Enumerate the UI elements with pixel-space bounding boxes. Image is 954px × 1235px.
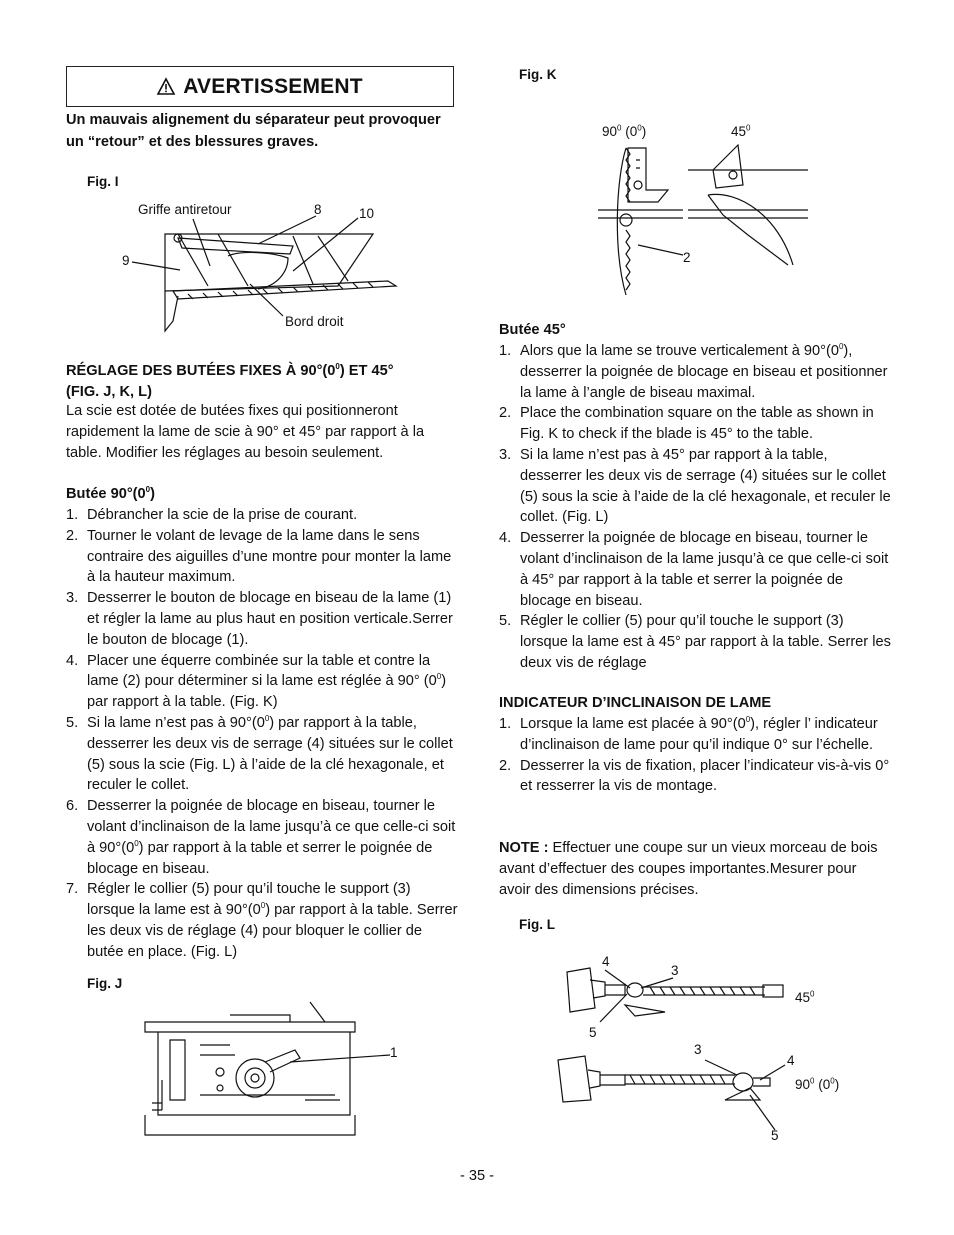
step-text: Régler le collier (5) pour qu’il touche le support (3) lorsque la lame est à 45° par rapport à la table. Serrer les deux vis de réglage [520,613,891,671]
step-number: 5. [66,714,79,731]
step-sup: 0 [260,901,266,911]
step-text: Alors que la lame se trouve verticalement à 90°(0 [520,343,839,359]
heading-line2: (FIG. J, K, L) [66,383,152,400]
step-sup: 0 [838,342,844,352]
fig-k-drawing [598,140,808,300]
step-text: Desserrer la poignée de blocage en biseau, tourner le volant d’inclinaison de la lame jusqu’à ce que celle-ci soit à 45° par rapport à la table et serrer la poignée de blocage en biseau. [520,530,889,609]
step-number: 1. [66,507,79,523]
fig-i-callout-8: 8 [314,202,322,217]
list-item [499,445,891,528]
step-text: Si la lame n’est pas à 90°(0 [87,714,265,731]
fig-j-label: Fig. J [87,976,123,991]
k90-paren: (0 [621,124,638,139]
butee90-heading-end: ) [150,486,155,502]
step-sup: 0 [745,715,751,725]
l90-sup: 0 [810,1076,815,1086]
step-text: Desserrer le bouton de blocage en biseau de la lame (1) et régler la lame au plus haut en position verticale.Serrer le bouton de blocage (1). [87,590,453,648]
warning-title: AVERTISSEMENT [183,74,363,98]
butee90-heading-sup: 0 [145,485,151,495]
butee45-heading: Butée 45° [499,322,566,338]
step-text: ) par rapport à la table, desserrer les deux vis de serrage (4) situées sur le collet (5) sous la scie (Fig. L) à l’aide de la clé hexagonale, et reculer le collet. [87,714,453,794]
page-number: - 35 - [459,1168,495,1184]
warning-body: Un mauvais alignement du séparateur peut provoquer un “retour” et des blessures graves. [66,112,441,150]
fig-l-label: Fig. L [519,917,555,932]
list-item [66,505,458,526]
fig-l-callout-90 [795,1077,839,1092]
list-item [499,403,891,445]
fig-j-drawing [140,1000,400,1142]
list-item [66,526,458,588]
step-number: 3. [66,590,79,607]
list-item [499,611,891,673]
step-number: 2. [66,527,79,544]
fig-k-callout-90 [602,124,646,139]
step-text: Si la lame n’est pas à 45° par rapport à la table, desserrer les deux vis de serrage (4) situées sur le collet (5) sous la scie à l’aide de la clé hexagonale, et reculer le collet. (Fig. L) [520,446,891,526]
step-sup: 0 [264,714,270,724]
step-number: 6. [66,798,79,815]
butee45-steps [499,341,891,674]
butee90-steps [66,505,458,963]
step-text: Régler le collier (5) pour qu’il touche le support (3) lorsque la lame est à 90°(0 [87,881,411,919]
step-number: 3. [499,446,512,463]
k90-close: ) [641,124,647,139]
step-text: ) par rapport à la table et serrer le poignée de blocage en biseau. [87,839,433,877]
list-item [66,879,458,962]
fig-j-callout-1: 1 [390,1045,398,1060]
l45-sup: 0 [810,989,815,999]
list-item [499,756,891,798]
l90-num: 90 [795,1077,811,1092]
l90-paren-sup: 0 [830,1076,835,1086]
warning-triangle-icon [157,78,175,95]
section-reglage-intro: La scie est dotée de butées fixes qui positionneront rapidement la lame de scie à 90° et 45° par rapport à la table. Modifier les réglages au besoin seulement. [66,403,425,461]
step-number: 1. [499,343,512,359]
step-number: 4. [66,652,79,669]
indicateur-heading: INDICATEUR D’INCLINAISON DE LAME [499,695,772,711]
k90-paren-sup: 0 [637,123,642,133]
note-paragraph [499,838,891,900]
step-sup: 0 [134,838,139,848]
k45-sup: 0 [746,123,751,133]
step-number: 2. [499,757,512,774]
step-text: Débrancher la scie de la prise de courant. [87,507,358,523]
fig-l-callout-top4: 4 [602,954,610,969]
step-text: Lorsque la lame est placée à 90°(0 [520,716,746,732]
step-number: 2. [499,405,512,422]
step-text: ) par rapport à la table. Serrer les deux vis de réglage (4) pour bloquer le collier de butée en place. (Fig. L) [87,902,458,960]
step-text: ) par rapport à la table. (Fig. K) [87,673,447,711]
fig-l-callout-45 [795,990,814,1005]
fig-k-callout-45 [731,124,750,139]
step-text: Placer une équerre combinée sur la table et contre la lame (2) pour déterminer si la lame est réglée à 90° (0 [87,652,437,690]
fig-i-label: Fig. I [87,174,119,189]
step-text: ), régler l’ indicateur d’inclinaison de lame pour qu’il indique 0° sur l’échelle. [520,716,878,753]
list-item [499,714,891,756]
section-reglage-heading [66,361,456,403]
fig-l-callout-top3: 3 [671,963,679,978]
l90-paren: (0 [814,1077,831,1092]
list-item [66,713,458,796]
list-item [66,796,458,879]
fig-k-label: Fig. K [519,67,557,82]
warning-box [66,66,454,107]
indicateur-steps [499,714,891,797]
step-text: Desserrer la vis de fixation, placer l’indicateur vis-à-vis 0° et resserrer la vis de montage. [520,757,890,795]
k45-num: 45 [731,124,747,139]
fig-i-callout-9: 9 [122,253,130,268]
step-number: 5. [499,613,512,630]
step-number: 7. [66,881,79,898]
heading-text-end: ) ET 45° [339,363,394,379]
step-text: ), desserrer la poignée de blocage en biseau et positionner la lame à l’angle de biseau maximal. [520,343,888,401]
fig-l-callout-top5: 5 [589,1025,597,1040]
fig-k-callout-2: 2 [683,250,691,265]
step-text: Tourner le volant de levage de la lame dans le sens contraire des aiguilles d’une montre pour monter la lame à la hauteur maximum. [87,527,452,586]
butee90-heading [66,484,155,505]
step-number: 1. [499,716,512,732]
fig-l-callout-bot4: 4 [787,1053,795,1068]
heading-text: RÉGLAGE DES BUTÉES FIXES À 90°(0 [66,363,336,379]
fig-i-callout-bord: Bord droit [285,314,344,329]
butee90-heading-text: Butée 90°(0 [66,486,146,502]
l90-close: ) [834,1077,840,1092]
heading-sup: 0 [335,362,340,372]
list-item [66,651,458,713]
fig-l-callout-bot5: 5 [771,1128,779,1143]
fig-l-drawing [555,960,795,1130]
step-text: Desserrer la poignée de blocage en biseau, tourner le volant d’inclinaison de la lame jusqu’à ce que celle-ci soit à 90°(0 [87,798,456,856]
step-number: 4. [499,530,512,547]
note-text: Effectuer une coupe sur un vieux morceau de bois avant d’effectuer des coupes importantes.Mesurer pour avoir des dimensions précises. [499,840,878,898]
k90-sup: 0 [617,123,622,133]
list-item [66,588,458,650]
list-item [499,528,891,611]
list-item [499,341,891,403]
l45-num: 45 [795,990,811,1005]
note-label: NOTE : [499,840,549,856]
fig-l-callout-bot3: 3 [694,1042,702,1057]
fig-i-callout-griffe: Griffe antiretour [138,202,232,217]
k90-num: 90 [602,124,618,139]
fig-i-callout-10: 10 [359,206,375,221]
step-text: Place the combination square on the table as shown in Fig. K to check if the blade is 45° to the table. [520,405,874,443]
step-sup: 0 [436,672,442,682]
